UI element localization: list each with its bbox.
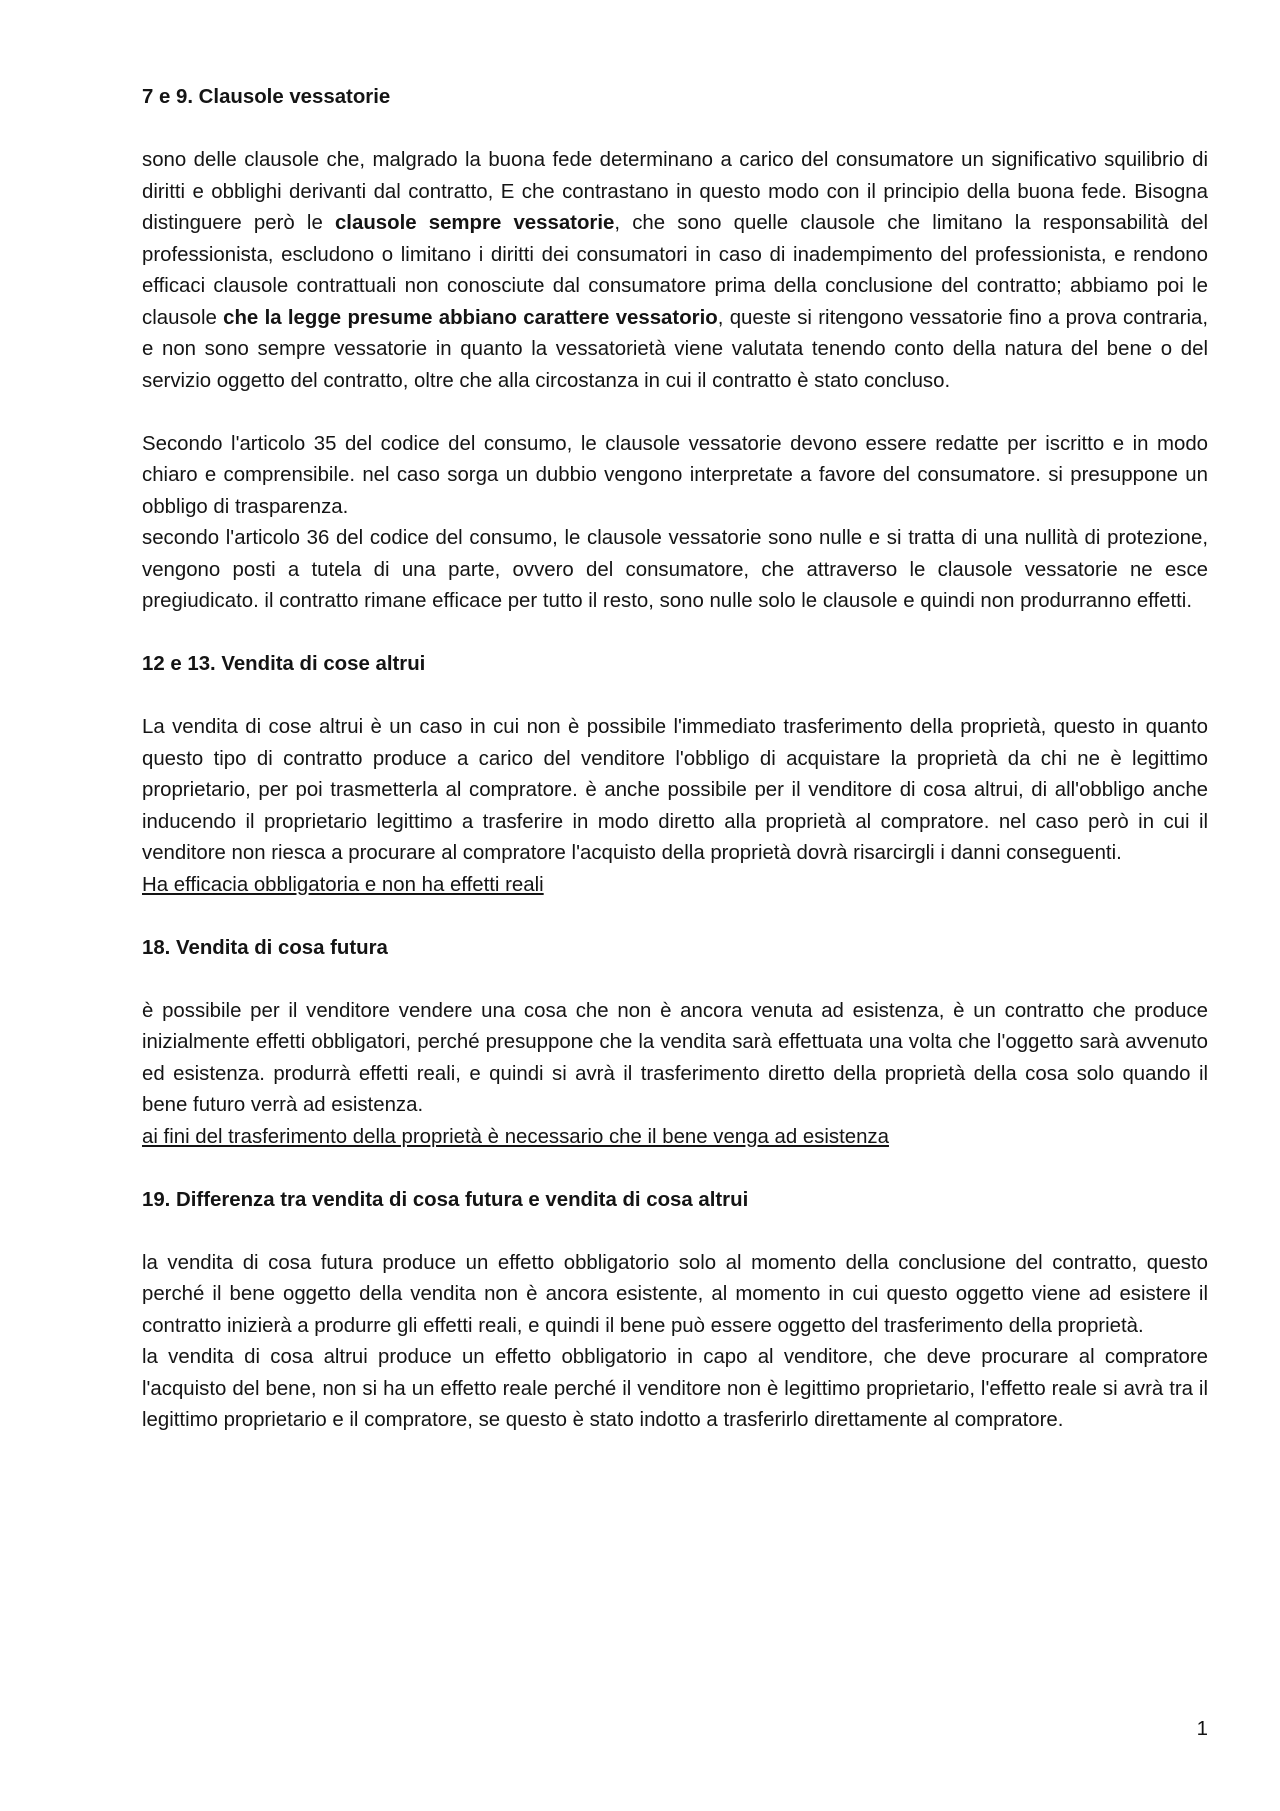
bold-term: che la legge presume abbiano carattere vessatorio xyxy=(223,306,718,329)
paragraph: Secondo l'articolo 35 del codice del consumo, le clausole vessatorie devono essere redatte per iscritto e in modo chiaro e comprensibile. nel caso sorga un dubbio vengono interpretate a favore del consumatore. si presuppone un obbligo di trasparenza. xyxy=(142,432,1208,518)
underlined-note: Ha efficacia obbligatoria e non ha effetti reali xyxy=(142,873,544,896)
page-number: 1 xyxy=(1196,1718,1208,1740)
paragraph: secondo l'articolo 36 del codice del consumo, le clausole vessatorie sono nulle e si tratta di una nullità di protezione, vengono posti a tutela di una parte, ovvero del consumatore, che attraverso le clausole vessatorie ne esce pregiudicato. il contratto rimane efficace per tutto il resto, sono nulle solo le clausole e quindi non produrranno effetti. xyxy=(142,527,1208,612)
paragraph: la vendita di cosa futura produce un effetto obbligatorio solo al momento della conclusione del contratto, questo perché il bene oggetto della vendita non è ancora esistente, al momento in cui questo oggetto viene ad esistere il contratto inizierà a produrre gli effetti reali, e quindi il bene può essere oggetto del trasferimento della proprietà. xyxy=(142,1251,1208,1337)
section-vendita-cose-altrui xyxy=(142,649,1208,901)
paragraph: è possibile per il venditore vendere una cosa che non è ancora venuta ad esistenza, è un contratto che produce inizialmente effetti obbligatori, perché presuppone che la vendita sarà effettuata una volta che l'oggetto sarà avvenuto ed esistenza. produrrà effetti reali, e quindi si avrà il trasferimento diretto della proprietà della cosa solo quando il bene futuro verrà ad esistenza. xyxy=(142,999,1208,1116)
section-clausole-vessatorie xyxy=(142,82,1208,618)
paragraph: sono delle clausole che, malgrado la buona fede determinano a carico del consumatore un significativo squilibrio di diritti e obblighi derivanti dal contratto, E che contrastano in questo modo con il principio della buona fede. Bisogna distinguere però le clausole sempre vessatorie, che sono quelle clausole che limitano la responsabilità del professionista, escludono o limitano i diritti dei consumatori in caso di inadempimento del professionista, e rendono efficaci clausole contrattuali non conosciute dal consumatore prima della conclusione del contratto; abbiamo poi le clausole che la legge presume abbiano carattere vessatorio, queste si ritengono vessatorie fino a prova contraria, e non sono sempre vessatorie in quanto la vessatorietà viene valutata tenendo conto della natura del bene o del servizio oggetto del contratto, oltre che alla circostanza in cui il contratto è stato concluso. xyxy=(142,149,1208,392)
paragraph: la vendita di cosa altrui produce un effetto obbligatorio in capo al venditore, che deve procurare al compratore l'acquisto del bene, non si ha un effetto reale perché il venditore non è legittimo proprietario, l'effetto reale si avrà tra il legittimo proprietario e il compratore, se questo è stato indotto a trasferirlo direttamente al compratore. xyxy=(142,1346,1208,1431)
paragraph: La vendita di cose altrui è un caso in cui non è possibile l'immediato trasferimento della proprietà, questo in quanto questo tipo di contratto produce a carico del venditore l'obbligo di acquistare la proprietà da chi ne è legittimo proprietario, per poi trasmetterla al compratore. è anche possibile per il venditore di cosa altrui, di all'obbligo anche inducendo il proprietario legittimo a trasferire in modo diretto alla proprietà al compratore. nel caso però in cui il venditore non riesca a procurare al compratore l'acquisto della proprietà dovrà risarcirgli i danni conseguenti. xyxy=(142,716,1208,864)
section-heading: 12 e 13. Vendita di cose altrui xyxy=(142,653,426,675)
section-vendita-cosa-futura xyxy=(142,933,1208,1154)
bold-term: clausole sempre vessatorie xyxy=(334,212,615,234)
underlined-note: ai fini del trasferimento della proprietà è necessario che il bene venga ad esistenza xyxy=(142,1125,889,1148)
section-heading: 18. Vendita di cosa futura xyxy=(142,936,388,959)
section-differenza xyxy=(142,1185,1208,1437)
section-heading: 19. Differenza tra vendita di cosa futura e vendita di cosa altrui xyxy=(142,1188,749,1211)
section-heading: 7 e 9. Clausole vessatorie xyxy=(142,86,391,108)
